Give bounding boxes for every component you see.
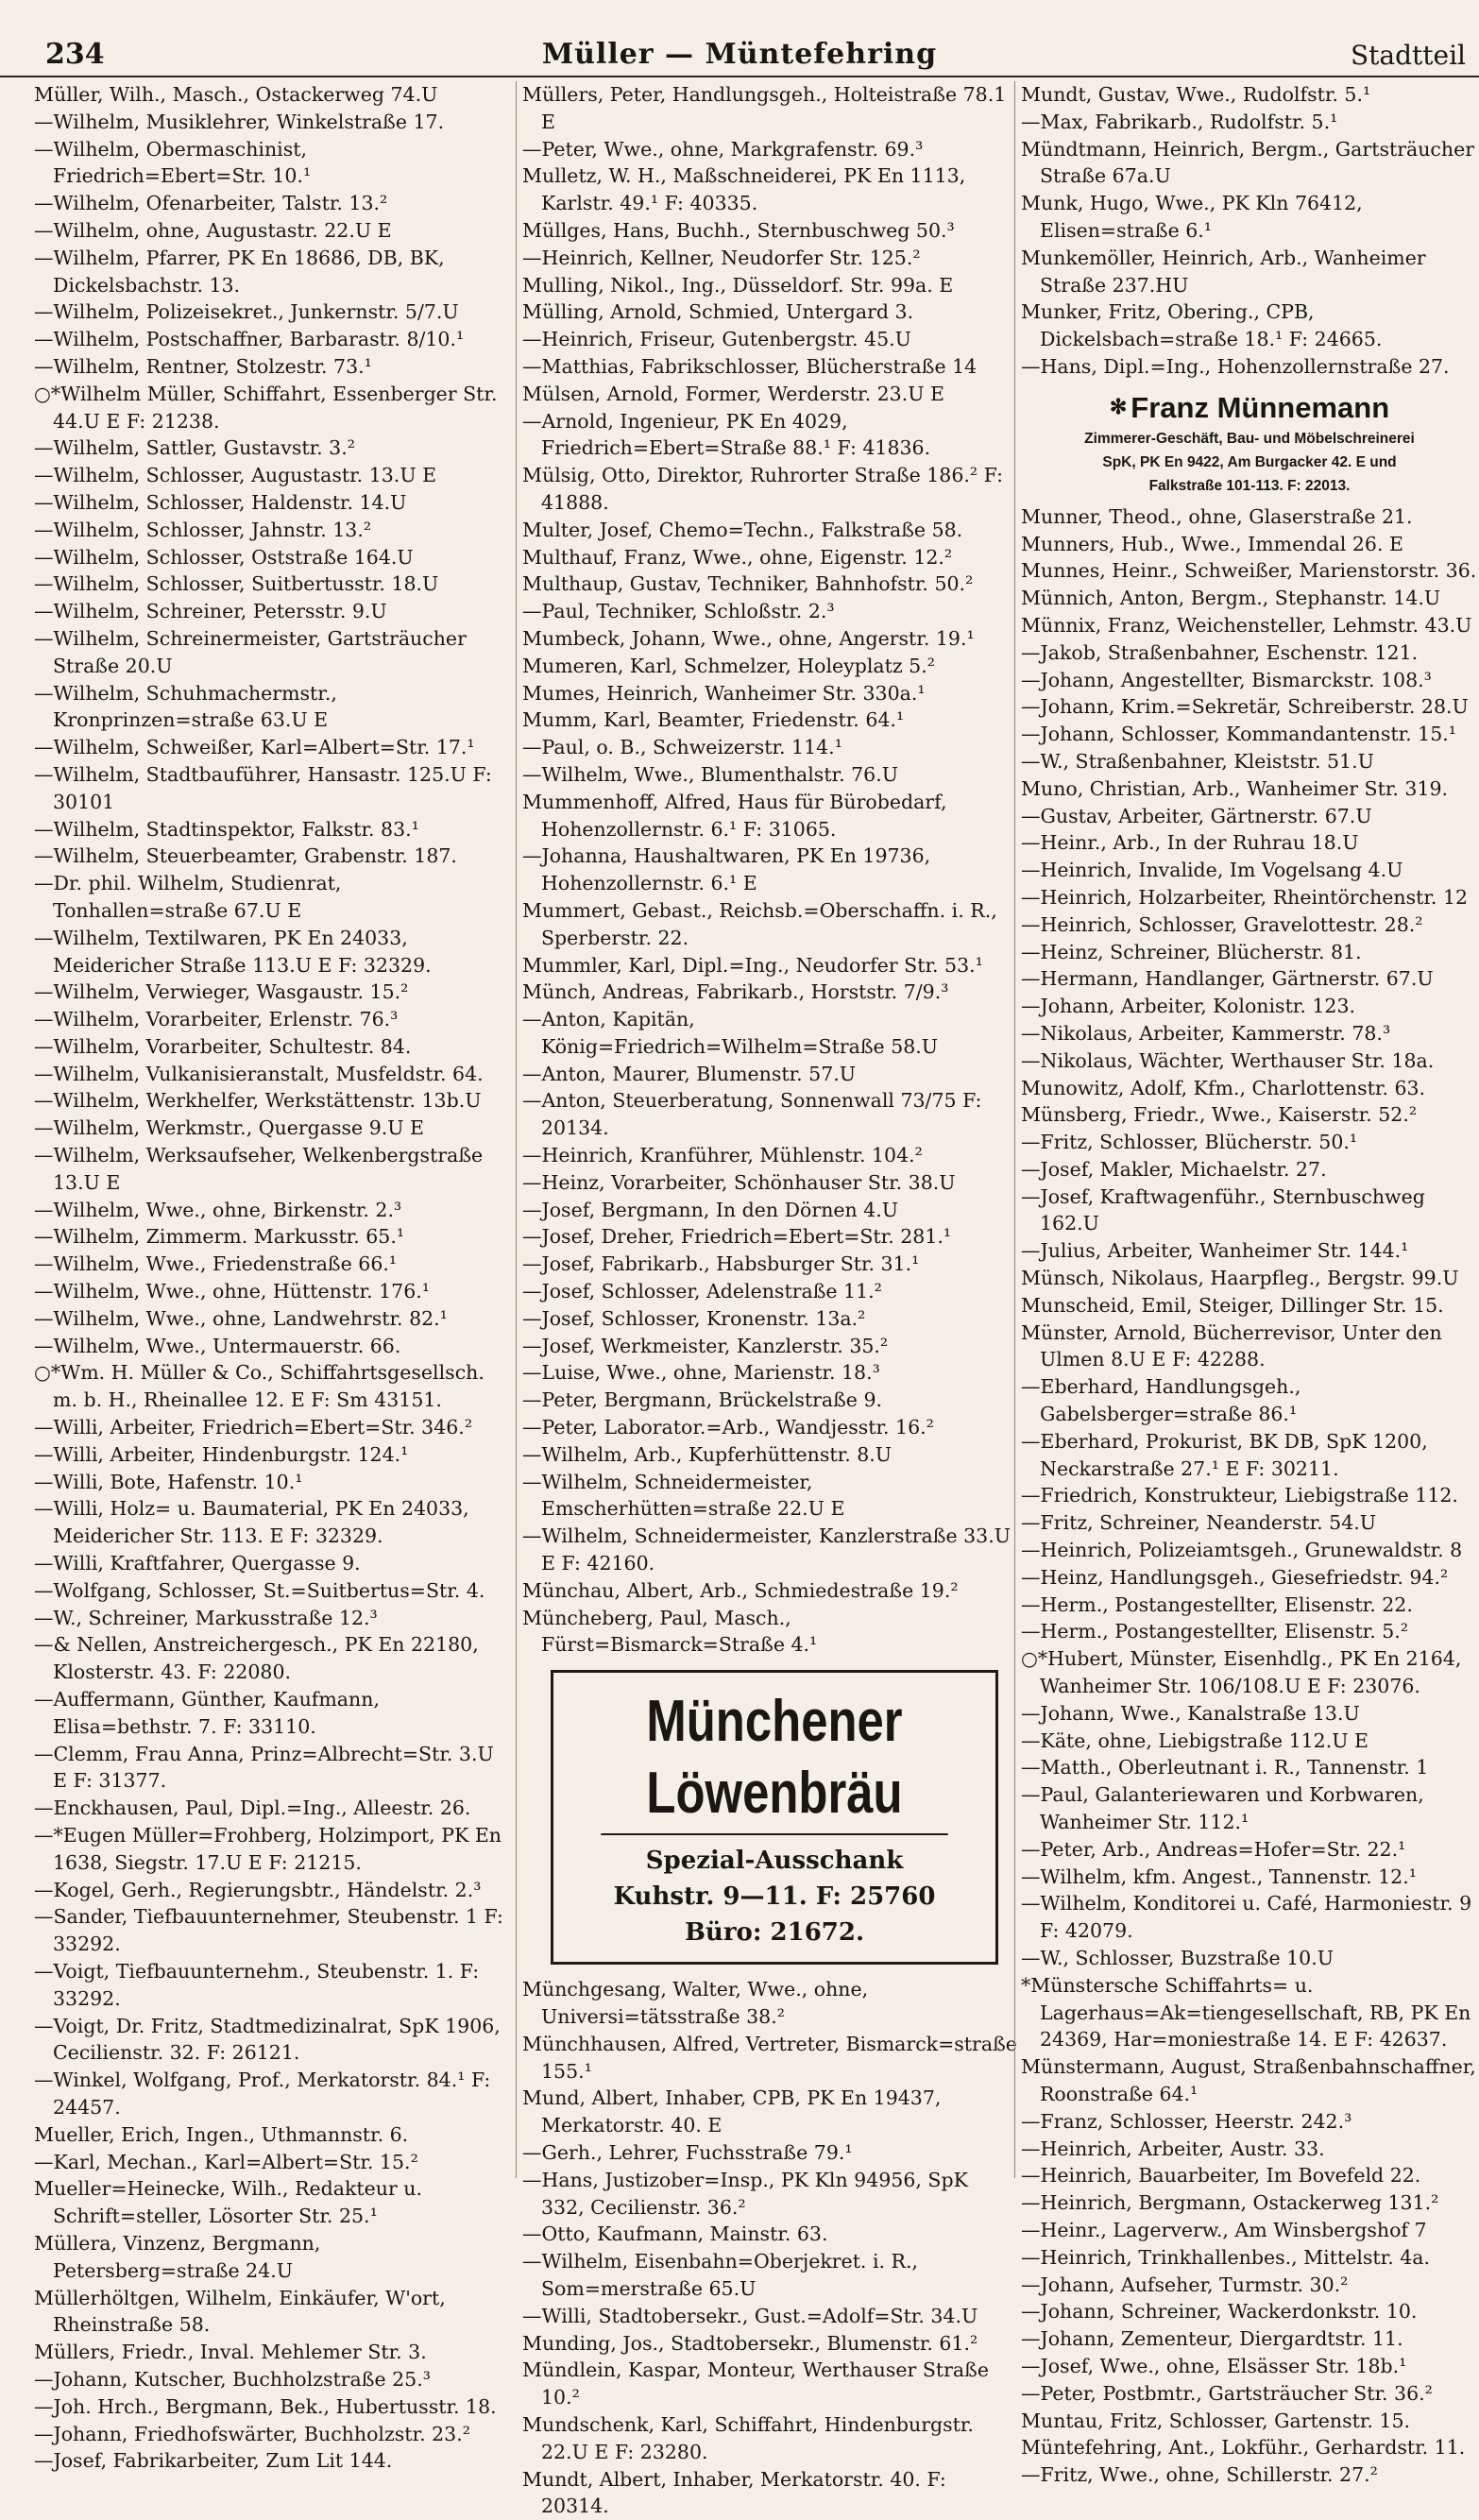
directory-entry: —Dr. phil. Wilhelm, Studienrat, Tonhallen=straße 67.U E [34, 872, 342, 922]
directory-entry: —Hans, Dipl.=Ing., Hohenzollernstraße 27. [1021, 354, 1450, 378]
directory-entry: —Paul, o. B., Schweizerstr. 114.¹ [522, 736, 842, 759]
directory-entry: Munowitz, Adolf, Kfm., Charlottenstr. 63. [1021, 1076, 1426, 1099]
directory-entry: Munker, Fritz, Obering., CPB, Dickelsbach=straße 18.¹ F: 24665. [1021, 300, 1383, 351]
directory-entry: —Matth., Oberleutnant i. R., Tannenstr. 1 [1021, 1756, 1429, 1779]
directory-entry: —Nikolaus, Arbeiter, Kammerstr. 78.³ [1021, 1021, 1391, 1045]
directory-entry: —Wilhelm, Wwe., Untermauerstr. 66. [34, 1334, 401, 1357]
directory-entry: *Münstersche Schiffahrts= u. Lagerhaus=Ak=tiengesellschaft, RB, PK En 24369, Har=moniestraße 14. E F: 42637. [1021, 1973, 1471, 2052]
directory-entry: Mülsen, Arnold, Former, Werderstr. 23.U E [522, 382, 944, 405]
directory-entry: —Wilhelm, Wwe., ohne, Landwehrstr. 82.¹ [34, 1306, 448, 1330]
directory-entry: —Willi, Holz= u. Baumaterial, PK En 24033, Meidericher Str. 113. E F: 32329. [34, 1497, 469, 1548]
directory-entry: —Matthias, Fabrikschlosser, Blücherstraße 14 [522, 354, 978, 378]
directory-entry: —W., Schreiner, Markusstraße 12.³ [34, 1606, 378, 1629]
ad-franz-muennemann [1021, 381, 1478, 503]
directory-entry: —Heinrich, Polizeiamtsgeh., Grunewaldstr. 8 [1021, 1539, 1463, 1562]
directory-entry: Müllera, Vinzenz, Bergmann, Petersberg=straße 24.U [34, 2231, 321, 2282]
directory-entry: —Wilhelm, Schweißer, Karl=Albert=Str. 17.¹ [34, 736, 475, 759]
directory-entry: —Wilhelm, Werkhelfer, Werkstättenstr. 13b.U [34, 1089, 482, 1113]
directory-entry: —Wilhelm, Vulkanisieranstalt, Musfeldstr. 64. [34, 1062, 484, 1085]
ad-title: Franz Münnemann [1130, 390, 1390, 424]
directory-entry: Mülsig, Otto, Direktor, Ruhrorter Straße 186.² F: 41888. [522, 464, 1004, 514]
directory-entry: —Johann, Friedhofswärter, Buchholzstr. 23.² [34, 2422, 470, 2445]
directory-entry: —Hermann, Handlanger, Gärtnerstr. 67.U [1021, 967, 1434, 991]
entries-col2a [522, 81, 1017, 1659]
directory-entry: —Wilhelm, Vorarbeiter, Erlenstr. 76.³ [34, 1008, 399, 1031]
directory-entry: —Voigt, Dr. Fritz, Stadtmedizinalrat, SpK 1906, Cecilienstr. 32. F: 26121. [34, 2014, 501, 2065]
directory-entry: —Joh. Hrch., Bergmann, Bek., Hubertusstr. 18. [34, 2394, 497, 2418]
page-number: 234 [45, 38, 105, 71]
directory-entry: Mündtmann, Heinrich, Bergm., Gartsträucher Straße 67a.U [1021, 137, 1475, 188]
directory-entry: —Eberhard, Handlungsgeh., Gabelsberger=straße 86.¹ [1021, 1375, 1301, 1426]
directory-entry: —Wilhelm, Schreiner, Petersstr. 9.U [34, 600, 387, 623]
directory-entry: Munkemöller, Heinrich, Arb., Wanheimer Straße 237.HU [1021, 246, 1426, 297]
ad-line2: SpK, PK En 9422, Am Burgacker 42. E und [1102, 453, 1397, 470]
directory-entry: —Eberhard, Prokurist, BK DB, SpK 1200, Neckarstraße 27.¹ E F: 30211. [1021, 1429, 1428, 1480]
directory-entry: —Julius, Arbeiter, Wanheimer Str. 144.¹ [1021, 1239, 1409, 1263]
directory-entry: —Wilhelm, Polizeisekret., Junkernstr. 5/7.U [34, 300, 459, 324]
directory-entry: —Fritz, Schlosser, Blücherstr. 50.¹ [1021, 1131, 1358, 1154]
directory-entry: —Josef, Werkmeister, Kanzlerstr. 35.² [522, 1334, 889, 1357]
directory-entry: —Wilhelm, Eisenbahn=Oberjekret. i. R., Som=merstraße 65.U [522, 2250, 919, 2300]
directory-entry: —Heinr., Arb., In der Ruhrau 18.U [1021, 831, 1359, 855]
directory-entry: —Josef, Wwe., ohne, Elsässer Str. 18b.¹ [1021, 2354, 1407, 2377]
directory-entry: —Wilhelm, Schneidermeister, Kanzlerstraße 33.U E F: 42160. [522, 1524, 1011, 1575]
directory-entry: —Wilhelm, Schlosser, Jahnstr. 13.² [34, 518, 372, 541]
directory-entry: —Wilhelm, Werksaufseher, Welkenbergstraße 13.U E [34, 1144, 484, 1194]
directory-entry: —Anton, Maurer, Blumenstr. 57.U [522, 1062, 857, 1085]
directory-entry: —Auffermann, Günther, Kaufmann, Elisa=bethstr. 7. F: 33110. [34, 1688, 380, 1738]
directory-entry: Müllers, Peter, Handlungsgeh., Holteistraße 78.1 E [522, 83, 1007, 133]
directory-entry: —Heinrich, Bergmann, Ostackerweg 131.² [1021, 2191, 1439, 2215]
directory-entry: —Johann, Zementeur, Diergardtstr. 11. [1021, 2327, 1403, 2351]
directory-entry: —Josef, Kraftwagenführ., Sternbuschweg 162.U [1021, 1184, 1425, 1235]
directory-entry: —Wilhelm, ohne, Augustastr. 22.U E [34, 218, 392, 242]
directory-entry: Münstermann, August, Straßenbahnschaffner, Roonstraße 64.¹ [1021, 2055, 1476, 2105]
directory-entry: Mundschenk, Karl, Schiffahrt, Hindenburgstr. 22.U E F: 23280. [522, 2412, 974, 2463]
directory-entry: —Wilhelm, Wwe., ohne, Birkenstr. 2.³ [34, 1198, 402, 1221]
directory-entry: Mueller=Heinecke, Wilh., Redakteur u. Schrift=steller, Lösorter Str. 25.¹ [34, 2177, 423, 2228]
directory-entry: —Josef, Fabrikarbeiter, Zum Lit 144. [34, 2449, 393, 2473]
directory-entry: ○*Hubert, Münster, Eisenhdlg., PK En 2164, Wanheimer Str. 106/108.U E F: 23076. [1021, 1647, 1462, 1698]
column-middle [516, 81, 1023, 2518]
directory-entry: —Peter, Postbmtr., Gartsträucher Str. 36.² [1021, 2381, 1433, 2405]
directory-entry: —Jakob, Straßenbahner, Eschenstr. 121. [1021, 640, 1419, 664]
directory-entry: Mummenhoff, Alfred, Haus für Bürobedarf, Hohenzollernstr. 6.¹ F: 31065. [522, 790, 947, 841]
directory-entry: Müller, Wilh., Masch., Ostackerweg 74.U [34, 83, 438, 106]
entries-col3b [1021, 503, 1478, 2489]
directory-entry: —Wilhelm, Schlosser, Oststraße 164.U [34, 545, 414, 569]
directory-entry: —Wilhelm, Sattler, Gustavstr. 3.² [34, 436, 355, 460]
directory-entry: —Heinrich, Invalide, Im Vogelsang 4.U [1021, 859, 1403, 882]
directory-entry: —Wilhelm, Schlosser, Suitbertusstr. 18.U [34, 572, 439, 596]
ad-line1: Zimmerer-Geschäft, Bau- und Möbelschreinerei [1084, 430, 1415, 447]
page-title: Müller — Müntefehring [541, 38, 938, 71]
directory-entry: —W., Schlosser, Buzstraße 10.U [1021, 1947, 1334, 1969]
directory-entry: Münchau, Albert, Arb., Schmiedestraße 19.² [522, 1578, 959, 1602]
directory-entry: —Peter, Arb., Andreas=Hofer=Str. 22.¹ [1021, 1837, 1406, 1861]
directory-entry: —Wilhelm, Vorarbeiter, Schultestr. 84. [34, 1034, 412, 1058]
directory-entry: —Wilhelm, Musiklehrer, Winkelstraße 17. [34, 110, 445, 133]
directory-entry: —Nikolaus, Wächter, Werthauser Str. 18a. [1021, 1048, 1435, 1072]
directory-entry: Munnes, Heinr., Schweißer, Marienstorstr. 36. [1021, 559, 1477, 583]
directory-entry: —W., Straßenbahner, Kleiststr. 51.U [1021, 749, 1374, 773]
directory-entry: —Heinrich, Trinkhallenbes., Mittelstr. 4a. [1021, 2245, 1431, 2269]
directory-entry: —Sander, Tiefbauunternehmer, Steubenstr. 1 F: 33292. [34, 1905, 503, 1956]
directory-entry: —Johanna, Haushaltwaren, PK En 19736, Hohenzollernstr. 6.¹ E [522, 844, 931, 895]
directory-entry: —Karl, Mechan., Karl=Albert=Str. 15.² [34, 2150, 418, 2173]
directory-entry: —Hans, Justizober=Insp., PK Kln 94956, SpK 332, Cecilienstr. 36.² [522, 2168, 968, 2219]
directory-entry: —Wilhelm, Stadtbauführer, Hansastr. 125.U F: 30101 [34, 762, 492, 813]
directory-entry: —Josef, Schlosser, Adelenstraße 11.² [522, 1280, 882, 1303]
entries-col3a [1021, 81, 1478, 381]
ad-box-line3: Büro: 21672. [684, 1918, 865, 1948]
directory-entry: —Wilhelm, Zimmerm. Markusstr. 65.¹ [34, 1225, 405, 1249]
directory-entry: —Heinrich, Schlosser, Gravelottestr. 28.² [1021, 912, 1423, 936]
directory-entry: —Heinrich, Bauarbeiter, Im Bovefeld 22. [1021, 2164, 1421, 2188]
directory-entry: Müllges, Hans, Buchh., Sternbuschweg 50.³ [522, 218, 955, 242]
directory-entry: —Willi, Stadtobersekr., Gust.=Adolf=Str. 34.U [522, 2304, 978, 2327]
entries-col1 [34, 81, 512, 2475]
directory-entry: —Willi, Bote, Hafenstr. 10.¹ [34, 1470, 303, 1493]
directory-entry: —Wilhelm, Ofenarbeiter, Talstr. 13.² [34, 192, 388, 215]
ad-box-loewenbraeu [551, 1670, 998, 1965]
entries-col2b [522, 1976, 1017, 2520]
directory-entry: —Wilhelm, Wwe., Friedenstraße 66.¹ [34, 1252, 398, 1276]
directory-entry: —Willi, Kraftfahrer, Quergasse 9. [34, 1552, 361, 1575]
directory-entry: —Wilhelm, Schreinermeister, Gartsträucher Straße 20.U [34, 626, 467, 677]
column-right [1014, 81, 1478, 2487]
directory-entry: —Wilhelm, Wwe., Blumenthalstr. 76.U [522, 762, 899, 786]
directory-entry: —Heinrich, Arbeiter, Austr. 33. [1021, 2137, 1325, 2160]
directory-entry: —Wilhelm, Rentner, Stolzestr. 73.¹ [34, 354, 372, 378]
directory-entry: —Johann, Kutscher, Buchholzstraße 25.³ [34, 2367, 431, 2391]
directory-entry: —Wilhelm, Verwieger, Wasgaustr. 15.² [34, 980, 409, 1004]
directory-entry: Munk, Hugo, Wwe., PK Kln 76412, Elisen=straße 6.¹ [1021, 192, 1363, 242]
directory-entry: —Peter, Wwe., ohne, Markgrafenstr. 69.³ [522, 137, 924, 161]
ad-box-line2: Kuhstr. 9—11. F: 25760 [613, 1882, 936, 1912]
directory-entry: —Wilhelm, Werkmstr., Quergasse 9.U E [34, 1116, 425, 1140]
directory-entry: —Willi, Arbeiter, Friedrich=Ebert=Str. 346.² [34, 1416, 473, 1439]
directory-entry: —Anton, Kapitän, König=Friedrich=Wilhelm=Straße 58.U [522, 1008, 939, 1058]
directory-entry: —Wilhelm, Wwe., ohne, Hüttenstr. 176.¹ [34, 1280, 430, 1303]
directory-entry: Multhaup, Gustav, Techniker, Bahnhofstr. 50.² [522, 572, 974, 596]
directory-entry: —Kogel, Gerh., Regierungsbtr., Händelstr. 2.³ [34, 1878, 482, 1901]
directory-entry: Munner, Theod., ohne, Glaserstraße 21. [1021, 504, 1413, 528]
directory-entry: —Friedrich, Konstrukteur, Liebigstraße 112. [1021, 1484, 1458, 1507]
directory-entry: —Fritz, Schreiner, Neanderstr. 54.U [1021, 1511, 1377, 1535]
directory-entry: Mumbeck, Johann, Wwe., ohne, Angerstr. 19.¹ [522, 626, 975, 650]
directory-entry: —Wilhelm, kfm. Angest., Tannenstr. 12.¹ [1021, 1864, 1417, 1888]
directory-entry: Mundt, Albert, Inhaber, Merkatorstr. 40. F: 20314. [522, 2467, 946, 2518]
directory-entry: —Herm., Postangestellter, Elisenstr. 5.² [1021, 1620, 1409, 1643]
directory-entry: —Herm., Postangestellter, Elisenstr. 22. [1021, 1592, 1413, 1616]
directory-entry: Münsberg, Friedr., Wwe., Kaiserstr. 52.² [1021, 1103, 1418, 1127]
directory-entry: Münsch, Nikolaus, Haarpfleg., Bergstr. 99.U [1021, 1267, 1459, 1290]
directory-entry: —Wilhelm, Steuerbeamter, Grabenstr. 187. [34, 844, 457, 868]
directory-entry: Münchgesang, Walter, Wwe., ohne, Universi=tätsstraße 38.² [522, 1978, 869, 2029]
ad-line3: Falkstraße 101-113. F: 22013. [1148, 477, 1351, 494]
directory-entry: —Josef, Fabrikarb., Habsburger Str. 31.¹ [522, 1252, 920, 1276]
directory-entry: —Johann, Arbeiter, Kolonistr. 123. [1021, 995, 1356, 1018]
directory-entry: —Heinr., Lagerverw., Am Winsbergshof 7 [1021, 2218, 1427, 2241]
directory-entry: —Johann, Schlosser, Kommandantenstr. 15.¹ [1021, 723, 1456, 746]
directory-entry: —Clemm, Frau Anna, Prinz=Albrecht=Str. 3.U E F: 31377. [34, 1742, 494, 1793]
directory-entry: Mueller, Erich, Ingen., Uthmannstr. 6. [34, 2122, 409, 2146]
directory-entry: Müncheberg, Paul, Masch., Fürst=Bismarck=Straße 4.¹ [522, 1606, 818, 1657]
directory-entry: —Johann, Krim.=Sekretär, Schreiberstr. 28.U [1021, 695, 1469, 719]
directory-entry: —Paul, Galanteriewaren und Korbwaren, Wanheimer Str. 112.¹ [1021, 1783, 1424, 1834]
directory-entry: —Peter, Bergmann, Brückelstraße 9. [522, 1388, 883, 1412]
directory-entry: Muno, Christian, Arb., Wanheimer Str. 319. [1021, 776, 1449, 800]
directory-entry: —Wilhelm, Obermaschinist, Friedrich=Ebert=Str. 10.¹ [34, 137, 312, 188]
directory-entry: Multer, Josef, Chemo=Techn., Falkstraße 58. [522, 518, 963, 541]
directory-entry: —Wilhelm, Schlosser, Haldenstr. 14.U [34, 490, 407, 514]
column-left [34, 81, 512, 2473]
directory-entry: —Voigt, Tiefbauunternehm., Steubenstr. 1. F: 33292. [34, 1959, 480, 2010]
directory-entry: —Max, Fabrikarb., Rudolfstr. 5.¹ [1021, 110, 1338, 133]
directory-entry: Mündlein, Kaspar, Monteur, Werthauser Straße 10.² [522, 2358, 989, 2409]
directory-entry: —Wilhelm, Pfarrer, PK En 18686, DB, BK, Dickelsbachstr. 13. [34, 246, 445, 297]
directory-entry: —Josef, Bergmann, In den Dörnen 4.U [522, 1198, 899, 1221]
directory-entry: —Anton, Steuerberatung, Sonnenwall 73/75 F: 20134. [522, 1089, 982, 1140]
directory-entry: —Wilhelm, Arb., Kupferhüttenstr. 8.U [522, 1442, 892, 1466]
directory-entry: —Peter, Laborator.=Arb., Wandjesstr. 16.² [522, 1416, 934, 1439]
directory-entry: Münch, Andreas, Fabrikarb., Horststr. 7/9.³ [522, 980, 949, 1004]
directory-entry: Muntau, Fritz, Schlosser, Gartenstr. 15. [1021, 2409, 1411, 2432]
directory-entry: —Heinrich, Kellner, Neudorfer Str. 125.² [522, 246, 921, 269]
directory-entry: ○*Wilhelm Müller, Schiffahrt, Essenberger Str. 44.U E F: 21238. [34, 382, 498, 433]
directory-entry: —Wilhelm, Konditorei u. Café, Harmoniestr. 9 F: 42079. [1021, 1892, 1472, 1943]
directory-entry: —Johann, Angestellter, Bismarckstr. 108.³ [1021, 668, 1432, 691]
directory-entry: —Otto, Kaufmann, Mainstr. 63. [522, 2222, 828, 2246]
directory-entry: —Winkel, Wolfgang, Prof., Merkatorstr. 84.¹ F: 24457. [34, 2069, 491, 2119]
directory-entry: Müllerhöltgen, Wilhelm, Einkäufer, W'ort, Rheinstraße 58. [34, 2286, 446, 2337]
directory-entry: Multhauf, Franz, Wwe., ohne, Eigenstr. 12.² [522, 545, 953, 569]
directory-entry: Munners, Hub., Wwe., Immendal 26. E [1021, 532, 1403, 555]
directory-entry: —& Nellen, Anstreichergesch., PK En 22180, Klosterstr. 43. F: 22080. [34, 1633, 479, 1684]
directory-entry: Mülling, Arnold, Schmied, Untergard 3. [522, 300, 914, 324]
directory-entry: ○*Wm. H. Müller & Co., Schiffahrtsgesellsch. m. b. H., Rheinallee 12. E F: Sm 43151. [34, 1361, 484, 1412]
directory-entry: —Heinrich, Kranführer, Mühlenstr. 104.² [522, 1144, 923, 1167]
running-head-right: Stadtteil [1350, 40, 1466, 71]
directory-entry: Mumeren, Karl, Schmelzer, Holeyplatz 5.² [522, 654, 935, 677]
directory-entry: Münnix, Franz, Weichensteller, Lehmstr. 43.U [1021, 613, 1472, 637]
directory-entry: —Wilhelm, Schneidermeister, Emscherhütten=straße 22.U E [522, 1470, 845, 1521]
directory-entry: —Fritz, Wwe., ohne, Schillerstr. 27.² [1021, 2463, 1378, 2487]
directory-entry: Müntefehring, Ant., Lokführ., Gerhardstr. 11. [1021, 2436, 1466, 2460]
directory-entry: —Heinz, Handlungsgeh., Giesefriedstr. 94.² [1021, 1565, 1449, 1589]
directory-entry: —Wilhelm, Schuhmachermstr., Kronprinzen=straße 63.U E [34, 681, 337, 732]
directory-entry: —Wilhelm, Textilwaren, PK En 24033, Meidericher Straße 113.U E F: 32329. [34, 926, 432, 977]
page-header [0, 28, 1479, 77]
directory-entry: Mumm, Karl, Beamter, Friedenstr. 64.¹ [522, 708, 905, 732]
directory-entry: Münchhausen, Alfred, Vertreter, Bismarck=straße 155.¹ [522, 2032, 1017, 2083]
directory-entry: —Franz, Schlosser, Heerstr. 242.³ [1021, 2109, 1352, 2133]
directory-entry: —Gustav, Arbeiter, Gärtnerstr. 67.U [1021, 804, 1372, 827]
directory-entry: —*Eugen Müller=Frohberg, Holzimport, PK En 1638, Siegstr. 17.U E F: 21215. [34, 1824, 502, 1874]
directory-entry: —Josef, Dreher, Friedrich=Ebert=Str. 281.¹ [522, 1225, 952, 1249]
directory-entry: —Johann, Schreiner, Wackerdonkstr. 10. [1021, 2300, 1418, 2324]
directory-entry: Müllers, Friedr., Inval. Mehlemer Str. 3. [34, 2341, 427, 2364]
directory-entry: —Willi, Arbeiter, Hindenburgstr. 124.¹ [34, 1442, 409, 1466]
directory-entry: —Luise, Wwe., ohne, Marienstr. 18.³ [522, 1361, 880, 1385]
directory-entry: Münnich, Anton, Bergm., Stephanstr. 14.U [1021, 587, 1441, 610]
directory-entry: Mulletz, W. H., Maßschneiderei, PK En 1113, Karlstr. 49.¹ F: 40335. [522, 164, 966, 215]
directory-entry: Munscheid, Emil, Steiger, Dillinger Str. 15. [1021, 1293, 1444, 1317]
ad-box-line1: Spezial-Ausschank [645, 1847, 904, 1876]
directory-entry: Münster, Arnold, Bücherrevisor, Unter den Ulmen 8.U E F: 42288. [1021, 1320, 1442, 1371]
directory-entry: —Wilhelm, Schlosser, Augustastr. 13.U E [34, 464, 437, 487]
directory-entry: —Wilhelm, Postschaffner, Barbarastr. 8/10.¹ [34, 328, 465, 351]
directory-entry: —Josef, Schlosser, Kronenstr. 13a.² [522, 1306, 866, 1330]
directory-entry: —Heinrich, Friseur, Gutenbergstr. 45.U [522, 328, 911, 351]
directory-entry: —Paul, Techniker, Schloßstr. 2.³ [522, 600, 835, 623]
directory-entry: —Käte, ohne, Liebigstraße 112.U E [1021, 1728, 1368, 1752]
directory-entry: —Heinrich, Holzarbeiter, Rheintörchenstr. 12 [1021, 885, 1469, 909]
star-ornament-icon: ✻ [1109, 394, 1128, 418]
directory-entry: Mund, Albert, Inhaber, CPB, PK En 19437, Merkatorstr. 40. E [522, 2086, 942, 2137]
directory-entry: Munding, Jos., Stadtobersekr., Blumenstr. 61.² [522, 2331, 978, 2355]
ad-box-title: Münchener Löwenbräu [601, 1686, 947, 1835]
directory-entry: —Wilhelm, Stadtinspektor, Falkstr. 83.¹ [34, 817, 419, 841]
directory-entry: —Enckhausen, Paul, Dipl.=Ing., Alleestr. 26. [34, 1796, 471, 1820]
directory-entry: —Heinz, Schreiner, Blücherstr. 81. [1021, 940, 1362, 963]
directory-entry: Mumes, Heinrich, Wanheimer Str. 330a.¹ [522, 681, 926, 705]
directory-entry: —Gerh., Lehrer, Fuchsstraße 79.¹ [522, 2141, 853, 2164]
directory-entry: —Arnold, Ingenieur, PK En 4029, Friedrich=Ebert=Straße 88.¹ F: 41836. [522, 409, 931, 460]
directory-entry: Mummert, Gebast., Reichsb.=Oberschaffn. i. R., Sperberstr. 22. [522, 898, 997, 949]
directory-entry: —Heinz, Vorarbeiter, Schönhauser Str. 38.U [522, 1170, 956, 1194]
directory-entry: Mundt, Gustav, Wwe., Rudolfstr. 5.¹ [1021, 83, 1371, 106]
directory-entry: Mulling, Nikol., Ing., Düsseldorf. Str. 99a. E [522, 273, 954, 297]
directory-entry: Mummler, Karl, Dipl.=Ing., Neudorfer Str. 53.¹ [522, 953, 983, 977]
directory-entry: —Johann, Wwe., Kanalstraße 13.U [1021, 1701, 1360, 1725]
directory-entry: —Josef, Makler, Michaelstr. 27. [1021, 1157, 1327, 1181]
directory-entry: —Wolfgang, Schlosser, St.=Suitbertus=Str. 4. [34, 1578, 485, 1602]
directory-entry: —Johann, Aufseher, Turmstr. 30.² [1021, 2273, 1349, 2296]
